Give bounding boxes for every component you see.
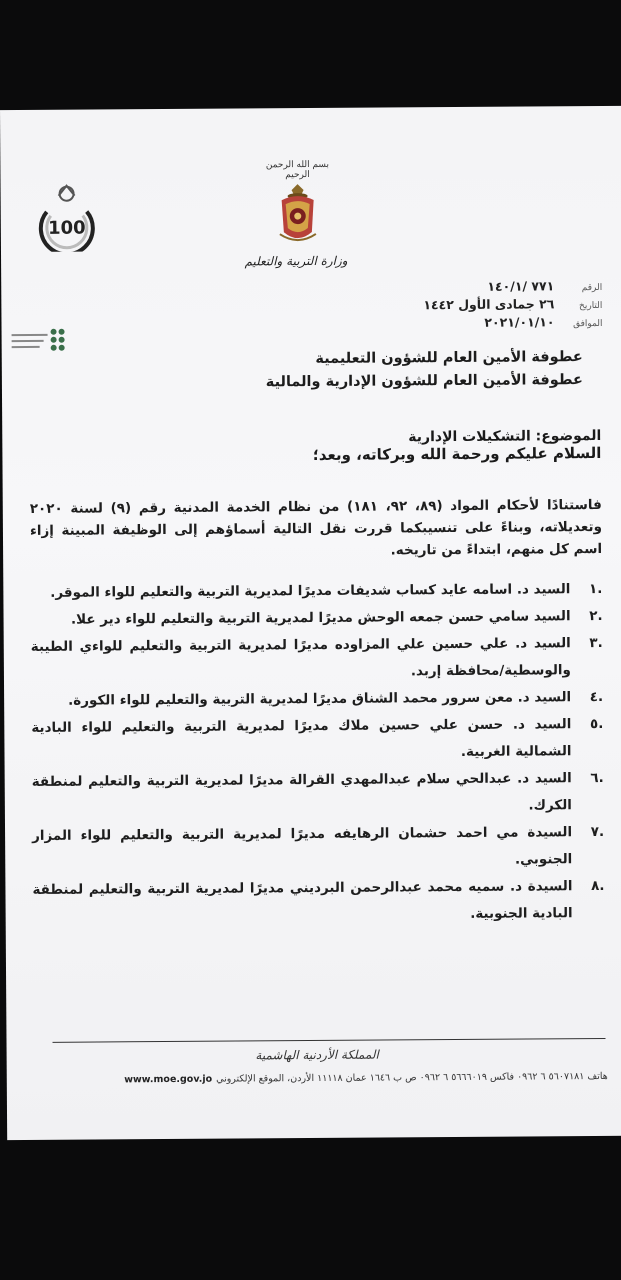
footer-contact-text: هاتف ٥٦٠٧١٨١ ٦ ٠٩٦٢ فاكس ٥٦٦٦٠١٩ ٦ ٠٩٦٢ ص ب ١٦٤٦ عمان ١١١١٨ الأردن، الموقع الإلكتروني (216, 1070, 608, 1085)
footer-contact (124, 1071, 608, 1085)
reference-number-value: ٧٧١ /١٤٠/١ (487, 278, 555, 294)
basmala: بسم الله الرحمن الرحيم (265, 159, 329, 181)
list-item: .٨ السيدة د. سميه محمد عبدالرحمن البرديني مديرًا لمديرية التربية والتعليم لمنطقة البادية الجنوبية. (32, 877, 605, 922)
list-item: .٢ السيد سامي حسن جمعه الوحش مديرًا لمديرية التربية والتعليم للواء دير علا. (70, 607, 603, 628)
reference-number-label: الرقم (581, 282, 603, 294)
footer-kingdom: المملكة الأردنية الهاشمية (255, 1047, 379, 1063)
coat-of-arms-icon (276, 182, 320, 248)
transfer-list (30, 576, 604, 931)
footer-website-link[interactable]: www.moe.gov.jo (124, 1073, 213, 1086)
subject-text: الموضوع: التشكيلات الإدارية (408, 427, 602, 446)
list-item: .٣ السيد د. علي حسين علي المزاوده مديرًا لمديرية التربية والتعليم للواءي الطيبة والوسطية/محافظة إربد. (30, 634, 603, 680)
list-item: .٤ السيد د. معن سرور محمد الشناق مديرًا لمديرية التربية والتعليم للواء الكورة. (68, 688, 604, 709)
addressees (266, 346, 583, 394)
reference-date-value: ٢٦ جمادى الأول ١٤٤٢ (423, 296, 555, 313)
centennial-crown-icon (35, 181, 99, 251)
list-item: .٦ السيد د. عبدالحي سلام عبدالمهدي القرالة مديرًا لمديرية التربية والتعليم لمنطقة الكرك. (31, 769, 604, 814)
side-emblem (1, 320, 71, 364)
reference-corresponding-label: الموافق (573, 318, 603, 330)
list-item: .١ السيد د. اسامه عايد كساب شديفات مديرًا لمديرية التربية والتعليم للواء الموقر. (50, 580, 603, 601)
reference-date-label: التاريخ (578, 300, 603, 312)
reference-block (382, 278, 602, 334)
reference-corresponding-row (382, 314, 602, 334)
reference-corresponding-value: ٢٠٢١/٠١/١٠ (484, 314, 555, 330)
letter-body: فاستنادًا لأحكام المواد (٨٩، ٩٢، ١٨١) من نظام الخدمة المدنية رقم (٩) لسنة ٢٠٢٠ وتعديلاته، وبناءً على تنسيبكما قررت نقل التالية أسماؤهم إلى الوظيفة المبينة إزاء اسم كل منهم، ابتداءً من تاريخه. (29, 496, 603, 559)
reference-date-row (382, 296, 602, 316)
reference-number-row (382, 278, 602, 298)
dotted-emblem-icon (1, 320, 71, 360)
list-item: .٧ السيدة مي احمد حشمان الرهايفه مديرًا لمديرية التربية والتعليم للواء المزار الجنوبي. (32, 823, 605, 868)
footer-divider (53, 1038, 606, 1043)
centennial-number: 100 (47, 217, 86, 239)
list-item: .٥ السيد د. حسن علي حسين ملاك مديرًا لمديرية التربية والتعليم للواء البادية الشمالية الغربية. (31, 715, 604, 760)
addressee-line: عطوفة الأمين العام للشؤون الإدارية والمالية (265, 372, 583, 391)
greeting: السلام عليكم ورحمة الله وبركاته، وبعد؛ (312, 443, 602, 464)
centennial-logo (35, 181, 100, 255)
letter-page (0, 106, 621, 1140)
ministry-name: وزارة التربية والتعليم (244, 253, 348, 269)
addressee-line: عطوفة الأمين العام للشؤون التعليمية (315, 349, 583, 367)
